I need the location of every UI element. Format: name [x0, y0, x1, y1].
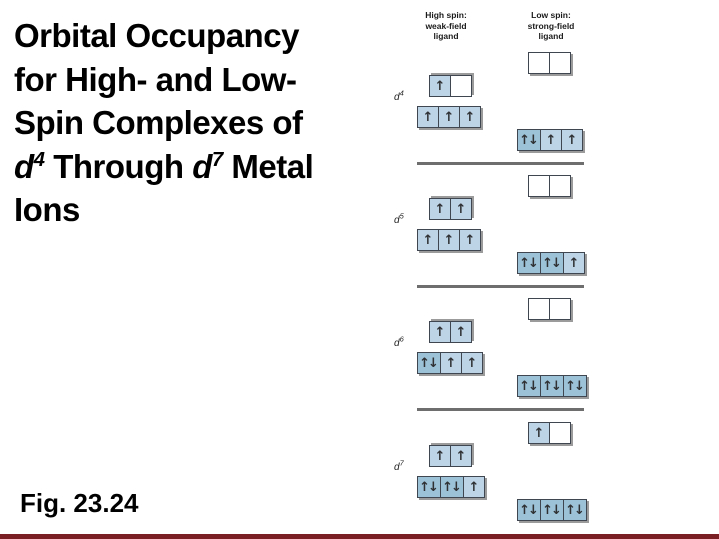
orbital-group-d7	[390, 422, 600, 539]
figure-caption: Fig. 23.24	[20, 488, 139, 518]
d-exponent: 6	[399, 334, 404, 344]
bottom-accent-bar	[0, 534, 719, 539]
high-spin-t2g-orbitals	[417, 352, 483, 374]
orbital-cell-single-electron: ↑	[461, 352, 483, 374]
header-line: strong-field	[527, 20, 575, 31]
orbital-cell-single-electron: ↑	[429, 75, 451, 97]
d-symbol: d	[192, 147, 212, 185]
orbital-cell-single-electron: ↑	[438, 229, 460, 251]
orbital-cell-empty	[549, 175, 571, 197]
orbital-group-d5	[390, 175, 600, 298]
orbital-cell-single-electron: ↑	[561, 129, 583, 151]
orbital-cell-single-electron: ↑	[440, 352, 462, 374]
title-text: Metal	[222, 147, 314, 185]
low-spin-eg-orbitals	[528, 52, 571, 74]
orbital-cell-single-electron: ↑	[429, 445, 451, 467]
orbital-cell-single-electron: ↑	[459, 106, 481, 128]
d-electron-count-label	[394, 334, 404, 349]
title-line: Spin Complexes of	[14, 104, 303, 141]
orbital-cell-paired: ↑↓	[540, 252, 564, 274]
orbital-cell-paired: ↑↓	[440, 476, 464, 498]
low-spin-eg-orbitals	[528, 298, 571, 320]
d-exponent: 4	[33, 147, 45, 171]
header-line: weak-field	[425, 20, 467, 31]
orbital-cell-empty	[549, 52, 571, 74]
low-spin-eg-orbitals	[528, 422, 571, 444]
orbital-cell-paired: ↑↓	[540, 499, 564, 521]
orbital-cell-paired: ↑↓	[517, 252, 541, 274]
orbital-cell-single-electron: ↑	[438, 106, 460, 128]
group-divider-line	[417, 162, 584, 165]
d-exponent: 4	[399, 88, 404, 98]
orbital-cell-single-electron: ↑	[429, 321, 451, 343]
high-spin-eg-orbitals	[429, 321, 472, 343]
orbital-cell-empty	[549, 422, 571, 444]
d-symbol: d	[14, 147, 34, 185]
d-electron-count-label	[394, 458, 404, 473]
high-spin-eg-orbitals	[429, 445, 472, 467]
orbital-cell-paired: ↑↓	[563, 499, 587, 521]
header-line: ligand	[538, 31, 564, 41]
low-spin-t2g-orbitals	[517, 375, 587, 397]
d-exponent: 5	[399, 211, 404, 221]
orbital-cell-paired: ↑↓	[417, 476, 441, 498]
title-text: Through	[44, 147, 193, 185]
high-spin-t2g-orbitals	[417, 476, 485, 498]
d-symbol: d	[394, 215, 400, 226]
d-electron-count-label	[394, 211, 404, 226]
low-spin-t2g-orbitals	[517, 499, 587, 521]
orbital-cell-single-electron: ↑	[459, 229, 481, 251]
d-electron-count-label	[394, 88, 404, 103]
orbital-cell-paired: ↑↓	[540, 375, 564, 397]
low-spin-t2g-orbitals	[517, 129, 583, 151]
d-exponent: 7	[211, 147, 223, 171]
orbital-cell-paired: ↑↓	[517, 499, 541, 521]
high-spin-eg-orbitals	[429, 198, 472, 220]
low-spin-eg-orbitals	[528, 175, 571, 197]
orbital-cell-single-electron: ↑	[450, 321, 472, 343]
orbital-cell-single-electron: ↑	[463, 476, 485, 498]
high-spin-eg-orbitals	[429, 75, 472, 97]
high-spin-t2g-orbitals	[417, 229, 481, 251]
orbital-cell-single-electron: ↑	[417, 106, 439, 128]
group-divider-line	[417, 285, 584, 288]
orbital-cell-single-electron: ↑	[450, 445, 472, 467]
orbital-cell-paired: ↑↓	[517, 129, 541, 151]
orbital-cell-paired: ↑↓	[517, 375, 541, 397]
title-line: for High- and Low-	[14, 60, 297, 98]
low-spin-t2g-orbitals	[517, 252, 585, 274]
d-symbol: d	[394, 338, 400, 349]
orbital-cell-single-electron: ↑	[417, 229, 439, 251]
orbital-cell-single-electron: ↑	[540, 129, 562, 151]
orbital-cell-empty	[528, 298, 550, 320]
d-symbol: d	[394, 92, 400, 103]
title-line: Orbital Occupancy	[14, 17, 299, 54]
d-exponent: 7	[399, 458, 404, 468]
header-line: Low spin:	[531, 10, 571, 20]
orbital-cell-paired: ↑↓	[563, 375, 587, 397]
header-line: High spin:	[425, 10, 467, 20]
orbital-cell-paired: ↑↓	[417, 352, 441, 374]
orbital-cell-empty	[450, 75, 472, 97]
orbital-cell-empty	[549, 298, 571, 320]
high-spin-t2g-orbitals	[417, 106, 481, 128]
d-symbol: d	[394, 462, 400, 473]
orbital-cell-single-electron: ↑	[450, 198, 472, 220]
orbital-group-d6	[390, 298, 600, 421]
header-line: ligand	[433, 31, 459, 41]
orbital-cell-single-electron: ↑	[528, 422, 550, 444]
title-line: Ions	[14, 191, 80, 228]
orbital-cell-empty	[528, 175, 550, 197]
orbital-group-d4	[390, 52, 600, 175]
orbital-cell-single-electron: ↑	[429, 198, 451, 220]
group-divider-line	[417, 408, 584, 411]
orbital-cell-empty	[528, 52, 550, 74]
orbital-cell-single-electron: ↑	[563, 252, 585, 274]
